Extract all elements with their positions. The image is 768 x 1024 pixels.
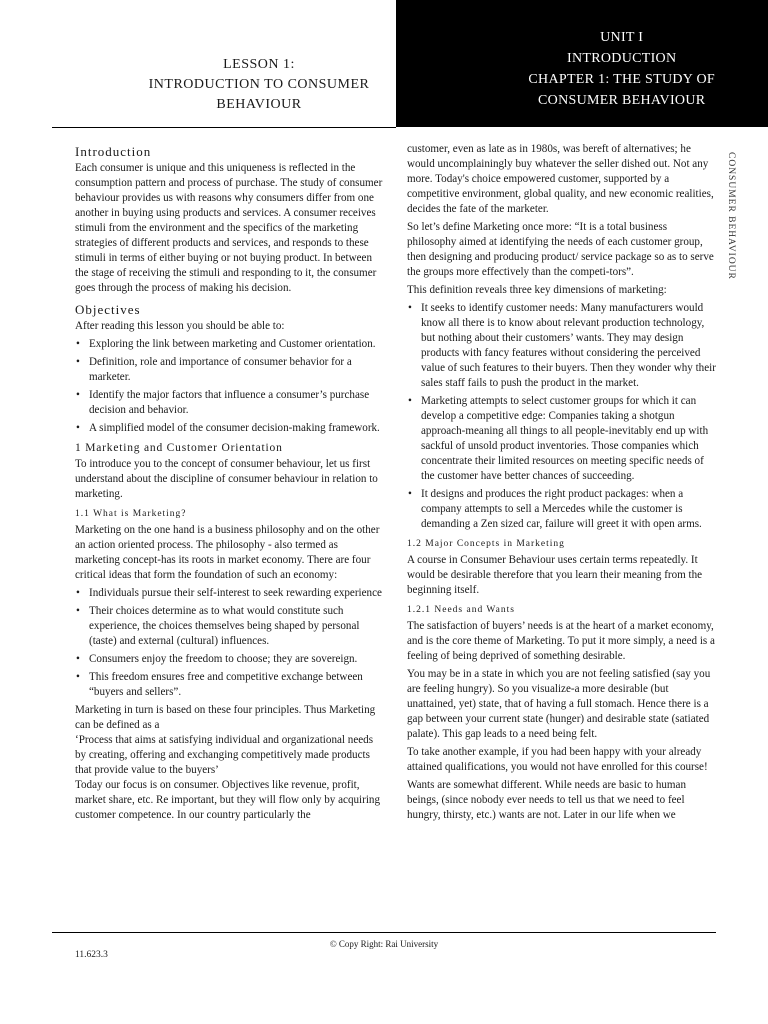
list-item: • Their choices determine as to what would constitute such experience, the choices themselves being shaped by personal (taste) and external (cultural) influences. bbox=[75, 604, 385, 649]
list-item: • A simplified model of the consumer decision-making framework. bbox=[75, 421, 385, 436]
ideas-list bbox=[75, 586, 385, 700]
paragraph: To take another example, if you had been happy with your already attained qualifications, you would not have enrolled for this course! bbox=[407, 746, 708, 773]
section-heading-1-2: 1.2 Major Concepts in Marketing bbox=[407, 539, 565, 549]
page-code: 11.623.3 bbox=[75, 950, 108, 960]
section-heading-1: 1 Marketing and Customer Orientation bbox=[75, 442, 283, 454]
section-heading-introduction: Introduction bbox=[75, 144, 152, 159]
paragraph: customer, even as late as in 1980s, was bereft of alternatives; he would uncomplainingly buy whatever the seller dished out. Not any more. Today's choice empowered customer, supported by a competitive environment, global quality, and new economic realities, decides the fate of the marketer. bbox=[407, 143, 714, 215]
definition-quote: ‘Process that aims at satisfying individual and organizational needs by creating, offering and exchanging competitively made products that provide value to the buyers’ bbox=[75, 734, 374, 776]
paragraph: So let’s define Marketing once more: “It is a total business philosophy aimed at identifying the needs of each customer group, then designing and producing product/ service package so as to serve the groups more effectively than the competi-tors”. bbox=[407, 221, 714, 278]
unit-line: INTRODUCTION bbox=[567, 51, 677, 66]
lesson-title-line: LESSON 1: bbox=[223, 57, 295, 72]
list-item: • It seeks to identify customer needs: Many manufacturers would know all there is to know about relevant production technology, but nothing about their customers’ wants. They may design products with fancy features without considering the perceived value of such features to their buyers. Then they wonder why their sales staff fails to push the product in the market. bbox=[407, 301, 717, 391]
unit-header-box bbox=[396, 0, 768, 127]
list-item: • Consumers enjoy the freedom to choose; they are sovereign. bbox=[75, 652, 385, 667]
objectives-list bbox=[75, 337, 385, 436]
section-heading-objectives: Objectives bbox=[75, 302, 141, 317]
list-item: • It designs and produces the right product packages: when a company attempts to sell a Mercedes while the customer is demanding a Zen sized car, failure will greet it with open arms. bbox=[407, 487, 717, 532]
header-divider bbox=[52, 127, 396, 128]
paragraph: Wants are somewhat different. While needs are basic to human beings, (since nobody ever needs to tell us that we need to feel hungry, thirsty, etc.) wants are not. Later in our life when we bbox=[407, 779, 687, 821]
paragraph: Marketing in turn is based on these four principles. Thus Marketing can be defined as a bbox=[75, 704, 376, 731]
paragraph: After reading this lesson you should be able to: bbox=[75, 320, 285, 332]
unit-line: UNIT I bbox=[600, 30, 644, 45]
list-item: • Definition, role and importance of consumer behavior for a marketer. bbox=[75, 355, 385, 385]
unit-line: CONSUMER BEHAVIOUR bbox=[538, 93, 706, 108]
paragraph: To introduce you to the concept of consumer behaviour, let us first understand about the discipline of consumer behaviour in relation to marketing. bbox=[75, 458, 378, 500]
paragraph: The satisfaction of buyers’ needs is at the heart of a market economy, and is the core theme of Marketing. To put it more simply, a need is a feeling of being deprived of something desirable. bbox=[407, 620, 715, 662]
right-column bbox=[407, 142, 717, 826]
list-item: • Exploring the link between marketing and Customer orientation. bbox=[75, 337, 385, 352]
list-item: • This freedom ensures free and competitive exchange between “buyers and sellers”. bbox=[75, 670, 385, 700]
dimensions-list bbox=[407, 301, 717, 532]
section-heading-1-2-1: 1.2.1 Needs and Wants bbox=[407, 605, 515, 615]
list-item: • Individuals pursue their self-interest to seek rewarding experience bbox=[75, 586, 385, 601]
lesson-title bbox=[100, 55, 418, 115]
paragraph: Marketing on the one hand is a business philosophy and on the other an action oriented process. The philosophy - also termed as marketing concept-has its roots in market economy. There are four critical ideas that form the foundation of such an economy: bbox=[75, 524, 380, 581]
unit-line: CHAPTER 1: THE STUDY OF bbox=[528, 72, 715, 87]
copyright-notice: © Copy Right: Rai University bbox=[329, 939, 439, 949]
paragraph: This definition reveals three key dimensions of marketing: bbox=[407, 284, 667, 296]
side-running-title: CONSUMER BEHAVIOUR bbox=[726, 152, 736, 280]
list-item: • Identify the major factors that influence a consumer’s purchase decision and behavior. bbox=[75, 388, 385, 418]
lesson-title-line: INTRODUCTION TO CONSUMER bbox=[148, 77, 370, 92]
lesson-title-line: BEHAVIOUR bbox=[216, 97, 302, 112]
paragraph: You may be in a state in which you are not feeling satisfied (say you are feeling hungry). So you visualize-a more desirable (but unattained, yet) state, that of having a full stomach. Hence there is a gap between your current state (hunger) and desirable state (satiated palate). This gap leads to a need being felt. bbox=[407, 668, 711, 740]
left-column bbox=[75, 144, 385, 826]
paragraph: A course in Consumer Behaviour uses certain terms repeatedly. It would be desirable therefore that you learn their meaning from the beginning itself. bbox=[407, 554, 703, 596]
list-item: • Marketing attempts to select customer groups for which it can develop a competitive edge: Companies taking a shotgun approach-meaning all things to all people-inevitably end up with sackful of unsold product inventories. Those companies which concentrate their limited resources on meeting specific needs of the customer have better chances of succeeding. bbox=[407, 394, 717, 484]
footer-divider bbox=[52, 932, 716, 933]
section-heading-1-1: 1.1 What is Marketing? bbox=[75, 509, 187, 519]
paragraph: Each consumer is unique and this uniqueness is reflected in the consumption pattern and process of purchase. The study of consumer behaviour provides us with reasons why consumers differ from one another in buying using products and services. A consumer receives stimuli from the environment and the specifics of the marketing strategies of different products and services, and responds to these stimuli in terms of either buying or not buying product. In between the stage of receiving the stimuli and responding to it, the consumer goes through the process of making his decision. bbox=[75, 162, 383, 294]
paragraph: Today our focus is on consumer. Objectives like revenue, profit, market share, etc. Re important, but they will flow only by acquiring customer competence. In our country particularly the bbox=[75, 779, 381, 821]
